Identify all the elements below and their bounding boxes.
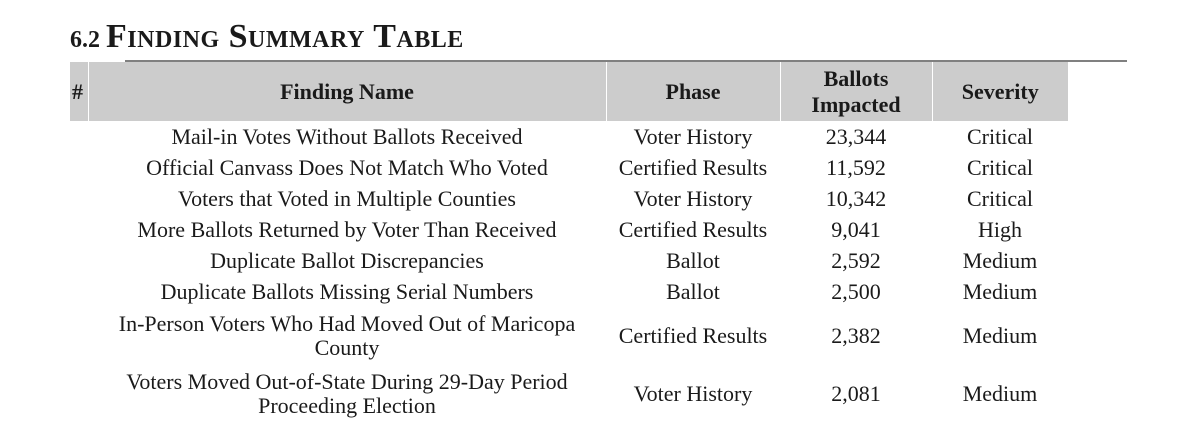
- table-row: [70, 307, 1068, 365]
- severity-cell: Medium: [962, 247, 1038, 273]
- row-number-cell: [70, 276, 88, 307]
- finding-summary-table: [70, 62, 1068, 423]
- phase-cell: Voter History: [633, 185, 753, 211]
- table-row: [70, 276, 1068, 307]
- table-row: [70, 365, 1068, 423]
- finding-name-cell: More Ballots Returned by Voter Than Received: [137, 216, 557, 242]
- header-phase: Phase: [606, 62, 780, 121]
- ballots-impacted-cell: 2,382: [831, 323, 881, 348]
- table-row: [70, 121, 1068, 152]
- ballots-impacted-cell: 11,592: [826, 154, 886, 180]
- phase-cell: Ballot: [666, 247, 720, 273]
- section-title: Finding Summary Table: [106, 18, 464, 55]
- phase-cell: Voter History: [633, 123, 753, 149]
- severity-cell: Critical: [967, 154, 1033, 180]
- row-number-cell: [70, 183, 88, 214]
- table-header-row: [70, 62, 1068, 121]
- finding-name-cell: Duplicate Ballot Discrepancies: [210, 247, 484, 273]
- header-severity: Severity: [932, 62, 1068, 121]
- severity-cell: Medium: [962, 323, 1038, 348]
- table-row: [70, 183, 1068, 214]
- ballots-impacted-cell: 9,041: [831, 216, 881, 242]
- severity-cell: Medium: [962, 278, 1038, 304]
- row-number-cell: [70, 245, 88, 276]
- ballots-impacted-cell: 2,500: [831, 278, 881, 304]
- finding-name-cell: Duplicate Ballots Missing Serial Numbers: [160, 278, 534, 304]
- ballots-impacted-cell: 2,592: [831, 247, 881, 273]
- table-row: [70, 245, 1068, 276]
- phase-cell: Certified Results: [618, 154, 768, 180]
- finding-name-cell: Voters that Voted in Multiple Counties: [178, 185, 516, 211]
- ballots-impacted-cell: 10,342: [825, 185, 887, 211]
- severity-cell: Critical: [967, 185, 1033, 211]
- row-number-cell: [70, 365, 88, 423]
- row-number-cell: [70, 121, 88, 152]
- row-number-cell: [70, 214, 88, 245]
- severity-cell: High: [978, 216, 1022, 242]
- ballots-impacted-cell: 23,344: [825, 123, 887, 149]
- phase-cell: Certified Results: [618, 323, 768, 348]
- header-number: #: [70, 62, 88, 121]
- header-finding-name: Finding Name: [88, 62, 606, 121]
- row-number-cell: [70, 307, 88, 365]
- finding-name-cell: In-Person Voters Who Had Moved Out of Maricopa County: [118, 311, 576, 360]
- page-bottom-edge: [0, 418, 1197, 446]
- severity-cell: Medium: [962, 381, 1038, 406]
- finding-name-cell: Mail-in Votes Without Ballots Received: [171, 123, 523, 149]
- finding-name-cell: Official Canvass Does Not Match Who Voted: [146, 154, 548, 180]
- header-ballots-impacted: Ballots Impacted: [780, 62, 932, 121]
- finding-name-cell: Voters Moved Out-of-State During 29-Day Period Proceeding Election: [126, 369, 568, 418]
- section-number: 6.2: [70, 27, 100, 53]
- phase-cell: Certified Results: [618, 216, 768, 242]
- phase-cell: Ballot: [666, 278, 720, 304]
- table-row: [70, 214, 1068, 245]
- ballots-impacted-cell: 2,081: [831, 381, 881, 406]
- table-row: [70, 152, 1068, 183]
- section-heading: [70, 14, 464, 63]
- phase-cell: Voter History: [633, 381, 753, 406]
- row-number-cell: [70, 152, 88, 183]
- severity-cell: Critical: [967, 123, 1033, 149]
